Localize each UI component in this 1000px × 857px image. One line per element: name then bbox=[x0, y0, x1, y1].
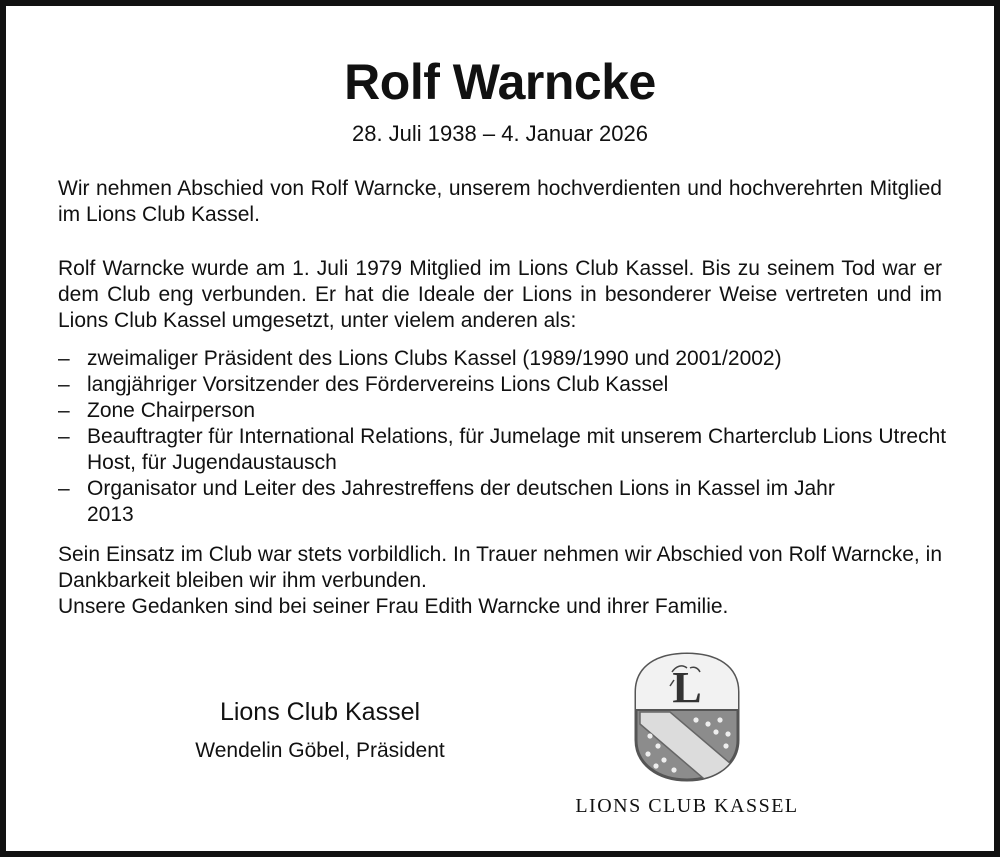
list-item bbox=[58, 398, 942, 424]
role-text: Organisator und Leiter des Jahrestreffens der deutschen Lions in Kassel im Jahr 2013 bbox=[87, 477, 835, 526]
family-paragraph: Unsere Gedanken sind bei seiner Frau Edith Warncke und ihrer Familie. bbox=[58, 595, 729, 618]
list-item bbox=[58, 346, 942, 372]
role-text: Beauftragter für International Relations, für Jumelage mit unserem Charterclub Lions Utrecht Host, für Jugendaustausch bbox=[87, 425, 947, 474]
list-item bbox=[58, 372, 942, 398]
closing-paragraph: Sein Einsatz im Club war stets vorbildlich. In Trauer nehmen wir Abschied von Rolf Warncke, in Dankbarkeit bleiben wir ihm verbunden. bbox=[58, 543, 942, 592]
dash-bullet: – bbox=[58, 399, 70, 422]
dash-bullet: – bbox=[58, 347, 70, 370]
role-text: zweimaliger Präsident des Lions Clubs Kassel (1989/1990 und 2001/2002) bbox=[87, 347, 782, 370]
life-dates: 28. Juli 1938 – 4. Januar 2026 bbox=[351, 121, 648, 146]
signature-person: Wendelin Göbel, Präsident bbox=[195, 739, 445, 762]
intro-paragraph: Wir nehmen Abschied von Rolf Warncke, unserem hochverdienten und hochverehrten Mitglied im Lions Club Kassel. bbox=[58, 177, 942, 226]
dash-bullet: – bbox=[58, 373, 70, 396]
logo-caption: LIONS CLUB KASSEL bbox=[575, 795, 799, 817]
role-text: langjähriger Vorsitzender des Fördervereins Lions Club Kassel bbox=[87, 373, 669, 396]
list-item bbox=[58, 424, 947, 476]
roles-list bbox=[58, 346, 947, 528]
list-item bbox=[58, 476, 887, 528]
deceased-name: Rolf Warncke bbox=[344, 54, 656, 110]
dash-bullet: – bbox=[58, 477, 70, 500]
membership-paragraph: Rolf Warncke wurde am 1. Juli 1979 Mitglied im Lions Club Kassel. Bis zu seinem Tod war er dem Club eng verbunden. Er hat die Ideale der Lions in besonderer Weise vertreten und im Lions Club Kassel umgesetzt, unter vielem anderen als: bbox=[58, 257, 942, 332]
lions-club-crest-icon bbox=[630, 650, 744, 784]
dash-bullet: – bbox=[58, 425, 70, 448]
role-text: Zone Chairperson bbox=[87, 399, 256, 422]
signature-organization: Lions Club Kassel bbox=[219, 698, 421, 726]
crest-letter: L bbox=[672, 663, 702, 712]
